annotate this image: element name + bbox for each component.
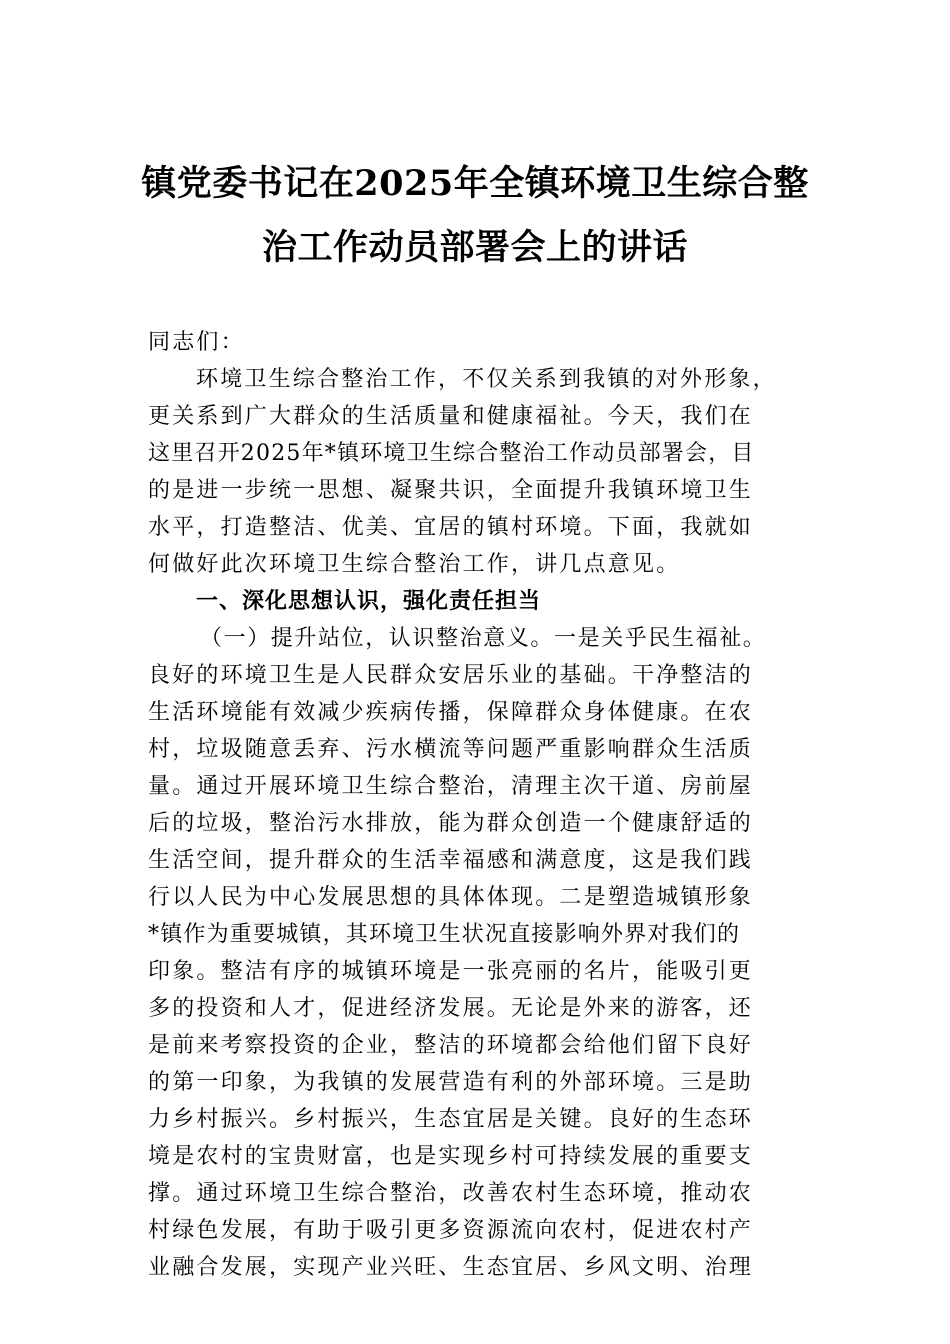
intro-line: 水平，打造整洁、优美、宜居的镇村环境。下面，我就如	[148, 515, 754, 540]
section-line: 印象。整洁有序的城镇环境是一张亮丽的名片，能吸引更	[148, 959, 754, 984]
section-heading: 一、深化思想认识，强化责任担当	[196, 588, 542, 614]
section-line: *镇作为重要城镇，其环境卫生状况直接影响外界对我们的	[148, 922, 741, 947]
section-line: 业融合发展，实现产业兴旺、生态宜居、乡风文明、治理	[148, 1255, 754, 1280]
section-line: 行以人民为中心发展思想的具体体现。二是塑造城镇形象	[148, 885, 754, 910]
section-line: 村，垃圾随意丢弃、污水横流等问题严重影响群众生活质	[148, 737, 754, 762]
section-line: 的第一印象，为我镇的发展营造有利的外部环境。三是助	[148, 1070, 754, 1095]
section-line: 村绿色发展，有助于吸引更多资源流向农村，促进农村产	[148, 1218, 754, 1243]
section-line: 力乡村振兴。乡村振兴，生态宜居是关键。良好的生态环	[148, 1107, 754, 1132]
section-line: 是前来考察投资的企业，整洁的环境都会给他们留下良好	[148, 1033, 754, 1058]
intro-line: 环境卫生综合整治工作，不仅关系到我镇的对外形象，	[196, 367, 777, 392]
intro-line: 的是进一步统一思想、凝聚共识，全面提升我镇环境卫生	[148, 478, 754, 503]
section-line: 后的垃圾，整治污水排放，能为群众创造一个健康舒适的	[148, 811, 754, 836]
intro-line: 更关系到广大群众的生活质量和健康福祉。今天，我们在	[148, 404, 754, 429]
section-line: 良好的环境卫生是人民群众安居乐业的基础。干净整洁的	[148, 663, 754, 688]
section-line: 境是农村的宝贵财富，也是实现乡村可持续发展的重要支	[148, 1144, 754, 1169]
title-line-1: 镇党委书记在2025年全镇环境卫生综合整	[141, 163, 809, 204]
document-body	[148, 324, 828, 1286]
title-line-2: 治工作动员部署会上的讲话	[261, 227, 688, 268]
intro-line: 这里召开2025年*镇环境卫生综合整治工作动员部署会，目	[148, 441, 755, 466]
section-line: （一）提升站位，认识整治意义。一是关乎民生福祉。	[200, 626, 767, 651]
section-line: 生活空间，提升群众的生活幸福感和满意度，这是我们践	[148, 848, 754, 873]
section-line: 生活环境能有效减少疾病传播，保障群众身体健康。在农	[148, 700, 754, 725]
section-line: 量。通过开展环境卫生综合整治，清理主次干道、房前屋	[148, 774, 754, 799]
salutation: 同志们：	[148, 330, 245, 355]
section-line: 多的投资和人才，促进经济发展。无论是外来的游客，还	[148, 996, 754, 1021]
section-line: 撑。通过环境卫生综合整治，改善农村生态环境，推动农	[148, 1181, 754, 1206]
document-title	[120, 152, 830, 280]
intro-line: 何做好此次环境卫生综合整治工作，讲几点意见。	[148, 552, 681, 577]
